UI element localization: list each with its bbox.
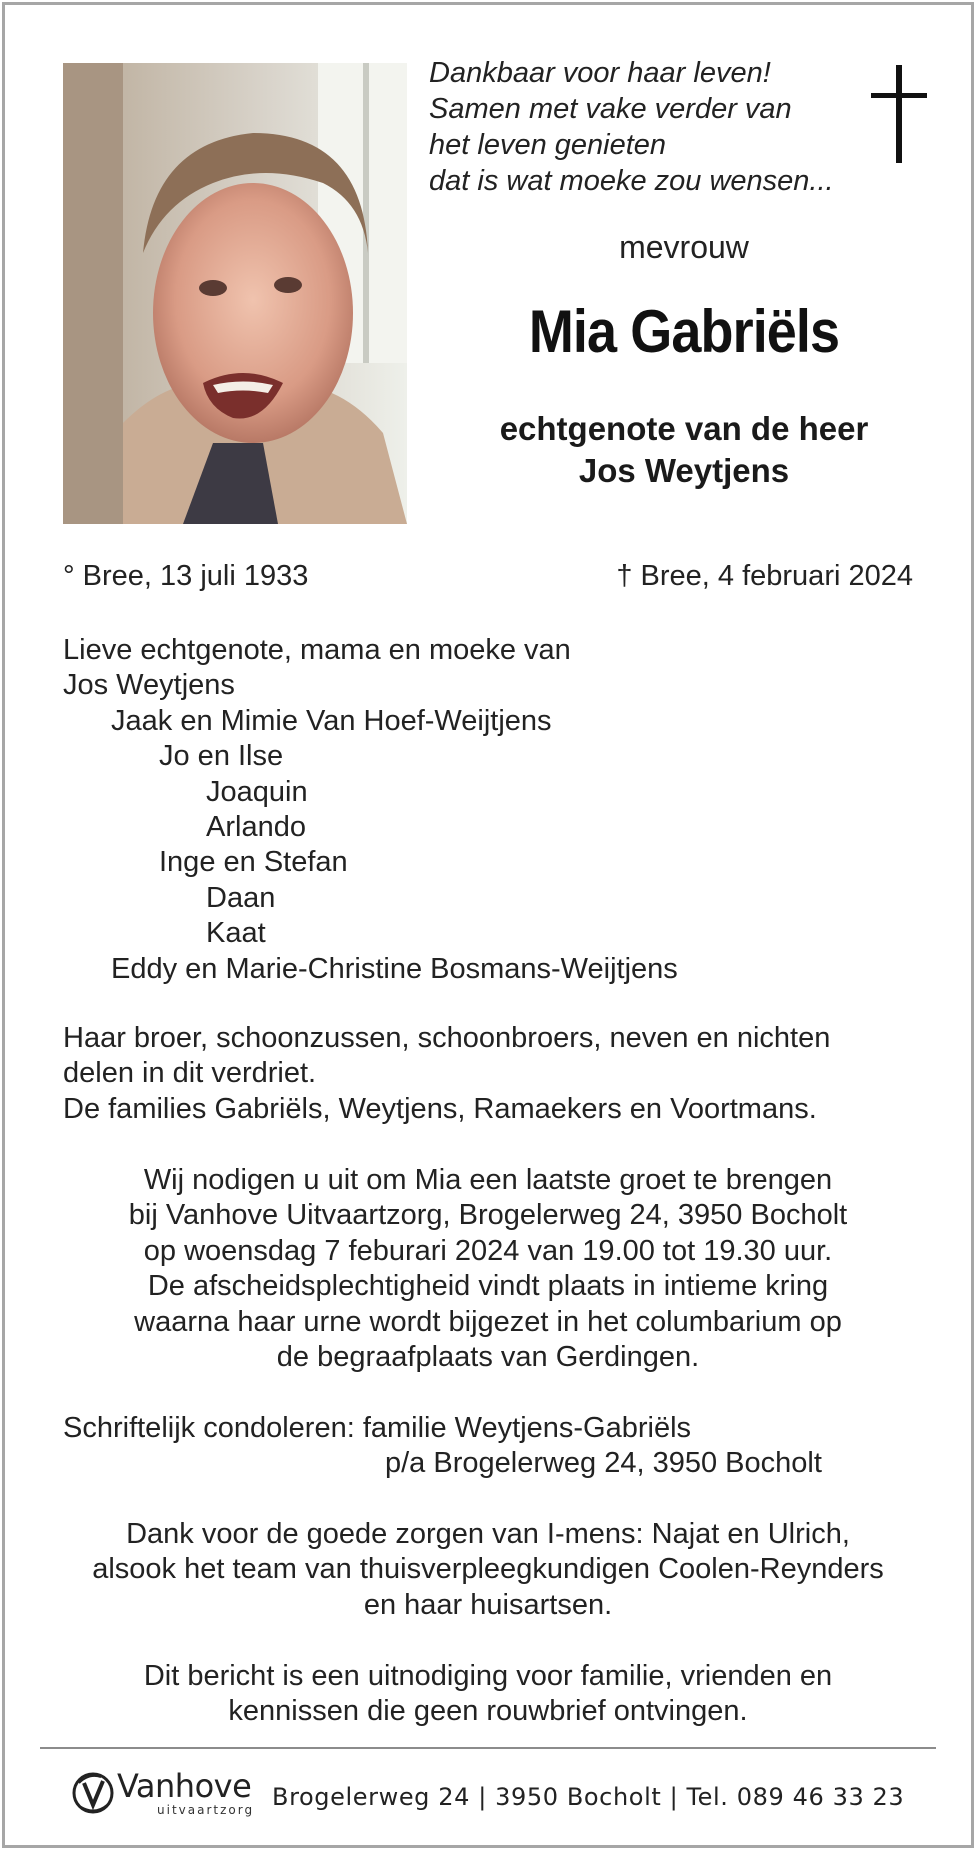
- vanhove-logo-icon: [69, 1767, 123, 1819]
- invitation-line: waarna haar urne wordt bijgezet in het columbarium op: [134, 1305, 842, 1338]
- contact-info: Brogelerweg 24 | 3950 Bocholt | Tel. 089 46 33 23: [272, 1783, 905, 1811]
- family-list: [63, 633, 678, 987]
- latin-cross-icon: [871, 65, 927, 165]
- family-line: Jaak en Mimie Van Hoef-Weijtjens: [111, 704, 552, 737]
- poem-line: Samen met vake verder van: [429, 93, 792, 125]
- condolence-address-line: p/a Brogelerweg 24, 3950 Bocholt: [385, 1447, 822, 1480]
- relatives-line: Haar broer, schoonzussen, schoonbroers, neven en nichten: [63, 1022, 831, 1054]
- condolence-line: Schriftelijk condoleren: familie Weytjens-Gabriëls: [63, 1412, 692, 1444]
- funeral-home-logo: [67, 1763, 267, 1823]
- poem-line: het leven genieten: [429, 129, 667, 161]
- notice-paragraph: [45, 1659, 931, 1730]
- family-line: Arlando: [206, 811, 306, 844]
- deceased-name: Mia Gabriëls: [528, 298, 840, 365]
- portrait-photo: [63, 63, 407, 524]
- spouse-name: Jos Weytjens: [578, 452, 790, 489]
- relatives-line: delen in dit verdriet.: [63, 1057, 317, 1090]
- notice-line: Dit bericht is een uitnodiging voor familie, vrienden en: [143, 1660, 833, 1692]
- invitation-line: op woensdag 7 feburari 2024 van 19.00 tot 19.30 uur.: [143, 1234, 833, 1267]
- notice-line: kennissen die geen rouwbrief ontvingen.: [228, 1695, 748, 1728]
- poem: [429, 55, 869, 199]
- family-line: Eddy en Marie-Christine Bosmans-Weijtjens: [111, 952, 678, 985]
- footer-divider: [40, 1747, 936, 1749]
- invitation-line: De afscheidsplechtigheid vindt plaats in intieme kring: [147, 1270, 829, 1303]
- family-line: Inge en Stefan: [159, 846, 348, 879]
- poem-line: dat is wat moeke zou wensen...: [429, 165, 834, 197]
- brand-subtitle: uitvaartzorg: [157, 1803, 255, 1817]
- poem-line: Dankbaar voor haar leven!: [429, 57, 771, 89]
- family-line: Jo en Ilse: [159, 740, 284, 773]
- invitation-line: bij Vanhove Uitvaartzorg, Brogelerweg 24, 3950 Bocholt: [128, 1199, 848, 1232]
- family-line: Daan: [206, 881, 276, 914]
- thanks-paragraph: [45, 1517, 931, 1623]
- brand-name: Vanhove: [117, 1767, 252, 1805]
- thanks-line: Dank voor de goede zorgen van I-mens: Najat en Ulrich,: [126, 1518, 850, 1550]
- condolence-address: [63, 1411, 863, 1482]
- salutation: mevrouw: [619, 229, 749, 265]
- invitation-line: Wij nodigen u uit om Mia een laatste groet te brengen: [143, 1164, 833, 1196]
- family-line: Joaquin: [206, 775, 308, 808]
- death-date: † Bree, 4 februari 2024: [616, 560, 913, 592]
- birth-date: ° Bree, 13 juli 1933: [63, 560, 309, 592]
- relatives-line: De families Gabriëls, Weytjens, Ramaekers en Voortmans.: [63, 1092, 817, 1125]
- thanks-line: en haar huisartsen.: [363, 1588, 613, 1621]
- footer: [67, 1761, 927, 1831]
- relatives-paragraph: [63, 1021, 830, 1127]
- family-line: Jos Weytjens: [63, 669, 235, 702]
- death-notice-card: [2, 2, 974, 1848]
- family-line: Lieve echtgenote, mama en moeke van: [63, 634, 571, 666]
- family-line: Kaat: [206, 917, 266, 950]
- invitation-line: de begraafplaats van Gerdingen.: [276, 1341, 700, 1374]
- invitation-paragraph: [45, 1163, 931, 1375]
- spouse-info: [429, 408, 939, 492]
- spouse-line: echtgenote van de heer: [499, 410, 869, 447]
- thanks-line: alsook het team van thuisverpleegkundigen Coolen-Reynders: [92, 1553, 884, 1586]
